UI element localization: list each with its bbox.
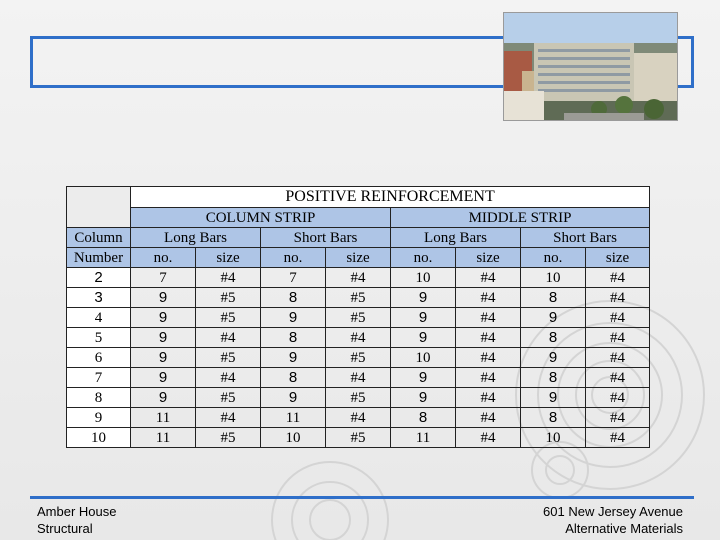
bar-count-cell: 10 [391, 268, 456, 288]
bar-count-cell: 9 [521, 308, 586, 328]
sub-header: no. [131, 248, 196, 268]
bar-size-cell: #4 [196, 268, 261, 288]
table-body [67, 268, 650, 448]
sub-header: size [586, 248, 650, 268]
bar-size-cell: #5 [196, 388, 261, 408]
bar-size-cell: #4 [456, 288, 521, 308]
bar-size-cell: #5 [326, 348, 391, 368]
bar-count-cell: 9 [391, 388, 456, 408]
bar-size-cell: #4 [456, 368, 521, 388]
bar-count-cell: 10 [261, 428, 326, 448]
footer-right [543, 503, 683, 537]
reinforcement-table-wrapper [66, 186, 649, 448]
bar-count-cell: 11 [261, 408, 326, 428]
bar-count-cell: 11 [131, 428, 196, 448]
bar-size-cell: #4 [586, 368, 650, 388]
bar-count-cell: 7 [131, 268, 196, 288]
bar-count-cell: 8 [521, 408, 586, 428]
bar-size-cell: #4 [586, 288, 650, 308]
column-strip-long-bars-header: Long Bars [131, 228, 261, 248]
table-row [67, 368, 650, 388]
bar-size-cell: #4 [326, 268, 391, 288]
sub-header: no. [261, 248, 326, 268]
sub-header: size [196, 248, 261, 268]
bar-count-cell: 9 [521, 388, 586, 408]
middle-strip-long-bars-header: Long Bars [391, 228, 521, 248]
table-row [67, 428, 650, 448]
bar-size-cell: #4 [456, 348, 521, 368]
bar-size-cell: #4 [456, 388, 521, 408]
column-number-header-top: Column [67, 228, 131, 248]
footer-divider [30, 496, 694, 499]
bar-size-cell: #4 [586, 408, 650, 428]
table-row [67, 408, 650, 428]
bar-count-cell: 9 [131, 328, 196, 348]
column-number-cell: 7 [67, 368, 131, 388]
bar-size-cell: #4 [196, 368, 261, 388]
bar-size-cell: #5 [326, 288, 391, 308]
table-title: POSITIVE REINFORCEMENT [131, 187, 650, 208]
column-number-cell: 6 [67, 348, 131, 368]
bar-count-cell: 9 [391, 288, 456, 308]
column-number-cell: 8 [67, 388, 131, 408]
sub-header: size [456, 248, 521, 268]
bar-size-cell: #5 [326, 308, 391, 328]
table-row [67, 268, 650, 288]
bar-size-cell: #4 [196, 328, 261, 348]
bar-size-cell: #4 [326, 328, 391, 348]
column-number-cell: 3 [67, 288, 131, 308]
bar-count-cell: 8 [261, 328, 326, 348]
middle-strip-header: MIDDLE STRIP [391, 208, 650, 228]
bar-count-cell: 9 [521, 348, 586, 368]
bar-count-cell: 10 [391, 348, 456, 368]
bar-count-cell: 10 [521, 268, 586, 288]
bar-size-cell: #5 [196, 288, 261, 308]
bar-size-cell: #5 [196, 428, 261, 448]
column-number-cell: 9 [67, 408, 131, 428]
sub-header: no. [521, 248, 586, 268]
table-row [67, 288, 650, 308]
bar-count-cell: 9 [131, 288, 196, 308]
table-row [67, 388, 650, 408]
footer-topic: Alternative Materials [565, 521, 683, 536]
bar-count-cell: 9 [391, 368, 456, 388]
bar-count-cell: 10 [521, 428, 586, 448]
bar-count-cell: 8 [521, 328, 586, 348]
bar-size-cell: #4 [586, 388, 650, 408]
footer-address: 601 New Jersey Avenue [543, 504, 683, 519]
bar-count-cell: 9 [131, 368, 196, 388]
bar-count-cell: 11 [131, 408, 196, 428]
bar-count-cell: 9 [261, 308, 326, 328]
bar-count-cell: 9 [131, 388, 196, 408]
bar-size-cell: #4 [456, 308, 521, 328]
bar-size-cell: #4 [326, 408, 391, 428]
bar-size-cell: #4 [326, 368, 391, 388]
bar-count-cell: 9 [391, 308, 456, 328]
column-number-cell: 5 [67, 328, 131, 348]
bar-size-cell: #4 [456, 328, 521, 348]
bar-count-cell: 7 [261, 268, 326, 288]
bar-size-cell: #5 [326, 428, 391, 448]
bar-size-cell: #5 [326, 388, 391, 408]
column-strip-short-bars-header: Short Bars [261, 228, 391, 248]
bar-size-cell: #5 [196, 348, 261, 368]
bar-size-cell: #4 [456, 428, 521, 448]
bar-size-cell: #4 [456, 408, 521, 428]
bar-size-cell: #4 [586, 348, 650, 368]
bar-size-cell: #4 [586, 268, 650, 288]
column-number-cell: 2 [67, 268, 131, 288]
bar-count-cell: 8 [391, 408, 456, 428]
footer-left [37, 503, 116, 537]
column-number-cell: 10 [67, 428, 131, 448]
bar-count-cell: 9 [131, 348, 196, 368]
bar-count-cell: 9 [131, 308, 196, 328]
bar-count-cell: 9 [261, 388, 326, 408]
table-row [67, 348, 650, 368]
bar-size-cell: #4 [196, 408, 261, 428]
bar-size-cell: #4 [586, 328, 650, 348]
column-number-cell: 4 [67, 308, 131, 328]
positive-reinforcement-table [66, 186, 650, 448]
sub-header: size [326, 248, 391, 268]
bar-count-cell: 8 [521, 288, 586, 308]
bar-size-cell: #4 [456, 268, 521, 288]
footer-project-name: Amber House [37, 504, 117, 519]
column-number-header-bottom: Number [67, 248, 131, 268]
column-strip-header: COLUMN STRIP [131, 208, 391, 228]
bar-count-cell: 9 [391, 328, 456, 348]
middle-strip-short-bars-header: Short Bars [521, 228, 650, 248]
building-photo [503, 12, 678, 121]
bar-count-cell: 11 [391, 428, 456, 448]
bar-size-cell: #4 [586, 308, 650, 328]
footer-discipline: Structural [37, 521, 93, 536]
bar-count-cell: 8 [261, 368, 326, 388]
table-row [67, 328, 650, 348]
bar-count-cell: 8 [261, 288, 326, 308]
bar-size-cell: #5 [196, 308, 261, 328]
sub-header: no. [391, 248, 456, 268]
corner-blank-cell [67, 187, 131, 228]
bar-count-cell: 9 [261, 348, 326, 368]
bar-size-cell: #4 [586, 428, 650, 448]
table-row [67, 308, 650, 328]
bar-count-cell: 8 [521, 368, 586, 388]
